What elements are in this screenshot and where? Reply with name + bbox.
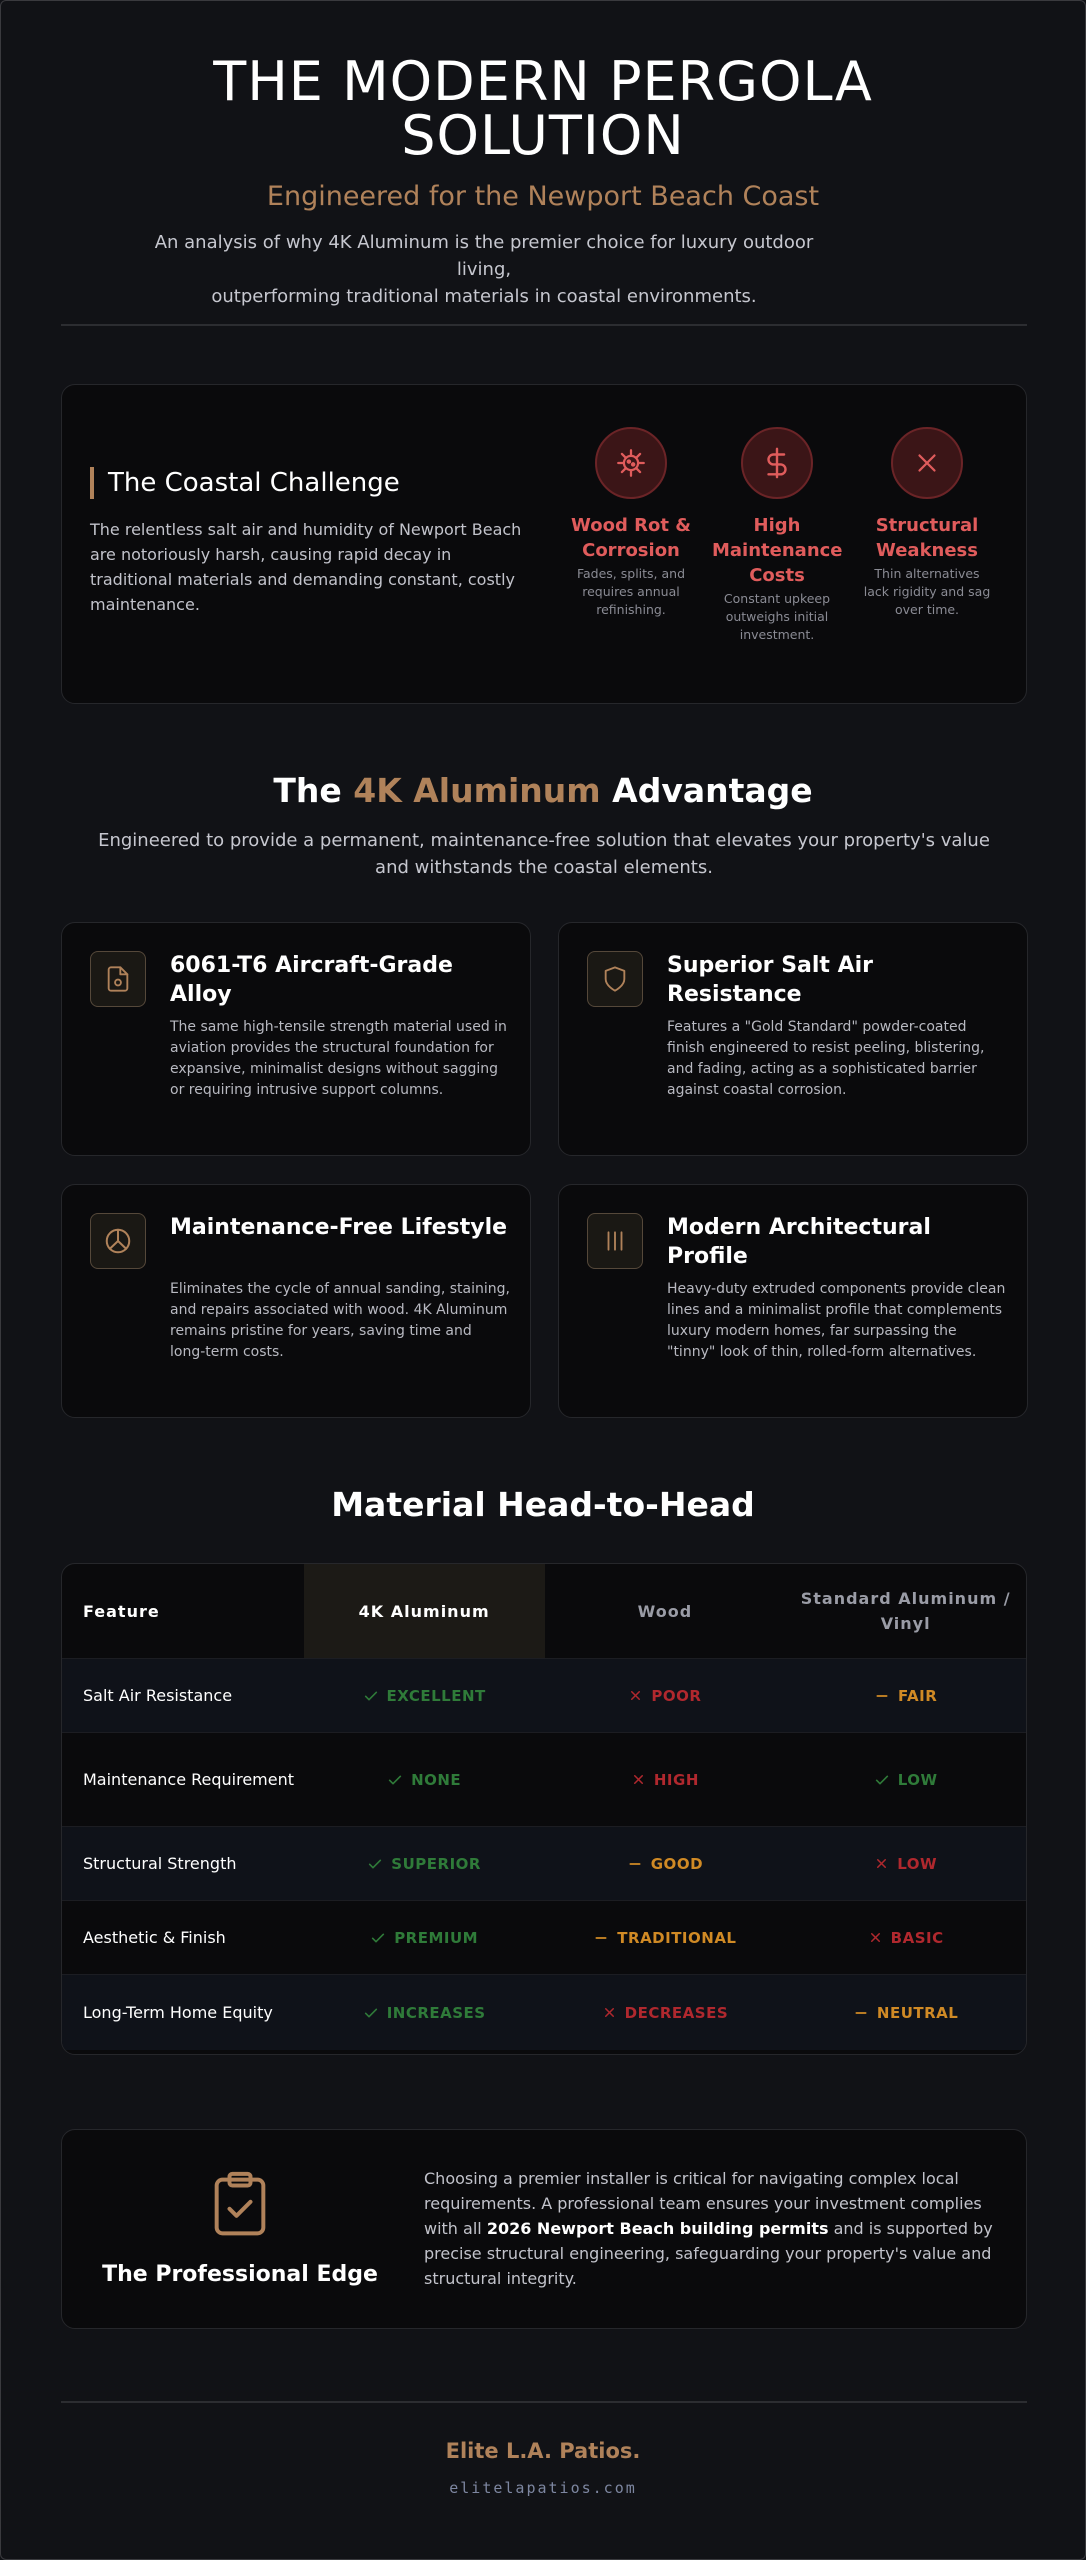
table-cell-rating [304,1975,545,2050]
feature-card-architectural-profile [558,1184,1028,1418]
challenge-item-label: Wood Rot & Corrosion [571,515,691,561]
compass-icon [90,1213,146,1269]
table-header-wood: Wood [637,1601,693,1621]
table-header-feature: Feature [83,1601,160,1621]
rating-value [363,2004,486,2022]
rating-label: NEUTRAL [876,2003,959,2022]
rating-value [602,2004,728,2022]
minus-icon [853,2005,869,2021]
coastal-challenge-heading: The Coastal Challenge [90,467,400,499]
rating-label: GOOD [650,1854,704,1873]
feature-title: Superior Salt Air Resistance [667,953,874,1007]
coastal-challenge-card [61,384,1027,704]
table-row [62,1975,1026,2050]
table-cell-rating [785,1659,1026,1732]
hero-description-line-1: An analysis of why 4K Aluminum is the premier choice for luxury outdoor living, [154,232,814,280]
x-icon [874,1856,889,1871]
rating-label: LOW [897,1854,938,1873]
minus-icon [874,1688,890,1704]
advantage-heading-post: Advantage [612,771,813,810]
challenge-item-wood-rot [566,427,696,619]
rating-value [874,1687,937,1705]
rating-value [363,1687,486,1705]
table-cell-rating [304,1901,545,1974]
x-icon [602,2005,617,2020]
rating-value [874,1771,938,1789]
edge-desc-pre: Choosing a premier installer is critical for navigating complex local requirements. A professional team ensures your investment complies with all [424,2169,982,2238]
feature-description: Eliminates the cycle of annual sanding, staining, and repairs associated with wood. 4K Aluminum remains pristine for years, saving time and long-term costs. [170,1281,510,1360]
page-title-line-2: SOLUTION [401,104,685,167]
check-icon [367,1856,383,1872]
table-header-standard-label: Standard Aluminum / Vinyl [800,1589,1011,1633]
rating-label: INCREASES [386,2003,486,2022]
hero-description [151,229,817,310]
feature-description: The same high-tensile strength material used in aviation provides the structural foundation for expansive, minimalist designs without sagging or requiring intrusive support columns. [170,1019,507,1098]
challenge-item-structural-weakness [862,427,992,619]
challenge-item-label: High Maintenance Costs [712,515,843,586]
rating-label: POOR [651,1686,702,1705]
table-cell-rating [545,1827,786,1900]
footer-brand: Elite L.A. Patios. [445,2439,641,2463]
advantage-description-line-1: Engineered to provide a permanent, maintenance-free solution that elevates your property's value [98,830,990,851]
rating-label: FAIR [898,1686,938,1705]
feature-card-alloy [61,922,531,1156]
rating-label: BASIC [890,1928,944,1947]
table-row [62,1901,1026,1974]
x-icon [891,427,963,499]
table-cell-rating [785,1827,1026,1900]
page-title-line-1: THE MODERN PERGOLA [213,50,873,113]
feature-description: Features a "Gold Standard" powder-coated finish engineered to resist peeling, blistering, and fading, acting as a sophisticated barrier against coastal corrosion. [667,1019,985,1098]
dollar-icon [741,427,813,499]
x-icon [631,1772,646,1787]
rating-label: DECREASES [624,2003,729,2022]
table-cell-rating [545,1659,786,1732]
advantage-heading [1,771,1085,810]
rating-value [593,1929,736,1947]
challenge-item-sub: Fades, splits, and requires annual refinishing. [576,566,686,617]
rating-label: EXCELLENT [386,1686,486,1705]
check-icon [387,1772,403,1788]
advantage-heading-pre: The [273,771,342,810]
rating-label: NONE [411,1770,462,1789]
check-icon [874,1772,890,1788]
check-icon [363,2005,379,2021]
coastal-challenge-description: The relentless salt air and humidity of Newport Beach are notoriously harsh, causing rapid decay in traditional materials and demanding constant, costly maintenance. [90,520,522,614]
table-cell-rating [785,1975,1026,2050]
check-icon [363,1688,379,1704]
table-cell-rating [304,1827,545,1900]
edge-desc-bold: 2026 Newport Beach building permits [486,2219,829,2238]
rating-value [868,1929,944,1947]
rating-value [874,1855,937,1873]
feature-title: Modern Architectural Profile [667,1215,931,1269]
table-cell-rating [545,1733,786,1826]
professional-edge-title: The Professional Edge [102,2262,378,2287]
table-cell-rating [785,1901,1026,1974]
footer-website-link[interactable]: elitelapatios.com [449,2479,637,2497]
table-cell-rating [545,1901,786,1974]
table-cell-feature: Long-Term Home Equity [83,2003,273,2022]
rating-label: TRADITIONAL [617,1928,737,1947]
table-cell-rating [545,1975,786,2050]
professional-edge-card [61,2129,1027,2329]
table-row [62,1827,1026,1900]
table-header-row [62,1564,1026,1658]
page-title [1,50,1085,167]
table-cell-feature: Aesthetic & Finish [83,1928,226,1947]
challenge-item-maintenance-costs [712,427,842,644]
table-row [62,1659,1026,1732]
rating-value [853,2004,958,2022]
hero-description-line-2: outperforming traditional materials in coastal environments. [211,286,757,307]
clipboard-check-icon [212,2170,268,2240]
edge-desc-post: and is supported by precise structural engineering, safeguarding your property's value and structural integrity. [424,2219,993,2288]
table-cell-rating [785,1733,1026,1826]
file-badge-icon [90,951,146,1007]
minus-icon [593,1930,609,1946]
table-cell-feature: Structural Strength [83,1854,237,1873]
table-row [62,1733,1026,1826]
columns-icon [587,1213,643,1269]
shield-icon [587,951,643,1007]
feature-card-maintenance-free [61,1184,531,1418]
x-icon [628,1688,643,1703]
rating-value [631,1771,699,1789]
section-divider [61,324,1027,326]
comparison-heading: Material Head-to-Head [331,1485,755,1524]
rating-value [370,1929,478,1947]
challenge-item-sub: Constant upkeep outweighs initial investment. [723,591,831,642]
feature-card-salt-air [558,922,1028,1156]
feature-title: 6061-T6 Aircraft-Grade Alloy [170,953,453,1007]
advantage-heading-accent: 4K Aluminum [353,771,601,810]
rating-label: HIGH [653,1770,699,1789]
rating-label: PREMIUM [394,1928,479,1947]
minus-icon [627,1856,643,1872]
table-cell-feature: Salt Air Resistance [83,1686,233,1705]
comparison-table [61,1563,1027,2055]
table-cell-feature: Maintenance Requirement [83,1770,295,1789]
table-cell-rating [304,1659,545,1732]
rating-label: LOW [897,1770,938,1789]
x-icon [868,1930,883,1945]
feature-title: Maintenance-Free Lifestyle [170,1215,508,1240]
advantage-description [94,827,994,881]
check-icon [370,1930,386,1946]
footer-divider [61,2401,1027,2403]
rating-value [628,1687,701,1705]
table-header-standard [785,1564,1026,1658]
challenge-item-label: Structural Weakness [875,515,979,561]
rating-label: SUPERIOR [391,1854,481,1873]
rating-value [627,1855,703,1873]
professional-edge-description [424,2166,1004,2291]
table-cell-rating [304,1733,545,1826]
table-header-4k-aluminum: 4K Aluminum [304,1564,545,1658]
page-subtitle: Engineered for the Newport Beach Coast [266,181,820,212]
feature-description: Heavy-duty extruded components provide clean lines and a minimalist profile that complements luxury modern homes, far surpassing the "tinny" look of thin, rolled-form alternatives. [667,1281,1006,1360]
rating-value [387,1771,461,1789]
challenge-item-sub: Thin alternatives lack rigidity and sag over time. [863,566,991,617]
virus-icon [595,427,667,499]
rating-value [367,1855,481,1873]
advantage-description-line-2: and withstands the coastal elements. [375,857,713,878]
